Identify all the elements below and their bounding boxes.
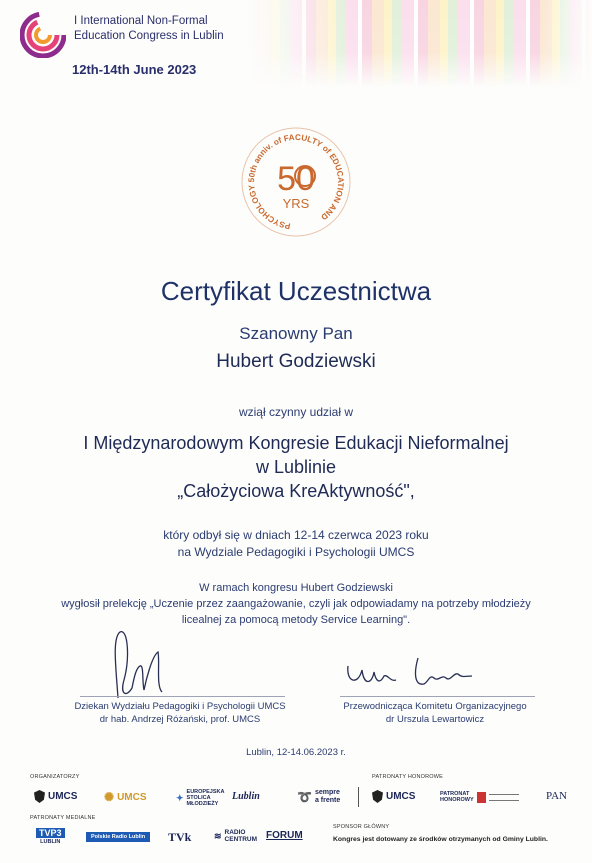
esm-line3: MŁODZIEŻY (186, 801, 219, 807)
participation-text: wziął czynny udział w (238, 405, 354, 419)
umcs-logo (34, 790, 77, 803)
dean-name: dr hab. Andrzej Różański, prof. UMCS (99, 714, 261, 725)
lecture-line1: W ramach kongresu Hubert Godziewski (199, 582, 393, 594)
congress-name (0, 431, 592, 503)
chair-signer (330, 700, 540, 726)
certificate-title: Certyfikat Uczestnictwa (160, 276, 432, 306)
honorary-patronage-logo (440, 791, 519, 803)
umcs-honorary-logo (372, 790, 415, 803)
esm-icon: ✦ (176, 792, 184, 803)
sempre-line2: a frente (314, 797, 341, 804)
sponsor-text: Kongres jest dotowany ze środków otrzymanych od Gminy Lublin. (333, 836, 548, 843)
seal-number: 50 (277, 160, 315, 198)
congress-title-line2: Education Congress in Lublin (74, 30, 224, 42)
radio-centrum-text (225, 829, 258, 843)
radio-centrum-logo (214, 829, 257, 843)
umcs3-logo-text: UMCS (386, 791, 416, 802)
congress-title-line1: I International Non-Formal (74, 15, 208, 27)
honorary-patronage-label: PATRONATY HONOROWE (372, 774, 444, 780)
media-patronage-label: PATRONATY MEDIALNE (30, 815, 96, 821)
pan-logo: PAN (546, 790, 567, 802)
patronat-line1: PATRONAT (440, 791, 470, 797)
esm-text (187, 789, 225, 807)
congress-logo-icon (20, 12, 66, 58)
sun-icon: ✺ (104, 790, 115, 804)
congress-name-line2: w Lublinie (255, 457, 337, 477)
footer-divider (358, 787, 359, 807)
esm-line1: EUROPEJSKA (186, 789, 225, 795)
tvp3-text: TVP3 (36, 828, 65, 838)
main-sponsor-label: SPONSOR GŁÓWNY (333, 824, 390, 830)
umcs-crest-icon (34, 790, 45, 803)
chair-role: Przewodnicząca Komitetu Organizacyjnego (343, 701, 527, 712)
sempre-a-frente-logo (297, 789, 340, 805)
seal-unit: YRS (282, 196, 310, 211)
tvp3-lublin-logo (36, 828, 65, 845)
congress-title (74, 14, 244, 44)
radio-wave-icon: ≋ (214, 830, 222, 841)
sempre-text (315, 789, 340, 805)
lecture-line2: wygłosił prelekcję „Uczenie przez zaangażowanie, czyli jak odpowiadamy na potrzeby młodzieży (61, 598, 531, 610)
polskie-radio-logo: Polskie Radio Lublin (86, 832, 150, 842)
lecture-line3: licealnej za pomocą metody Service Learning". (181, 614, 411, 626)
salutation: Szanowny Pan (239, 324, 353, 343)
sempre-icon: ➰ (297, 790, 312, 804)
anniversary-seal (238, 124, 354, 242)
header-banner (0, 0, 592, 92)
radio-centrum-line1: RADIO (224, 829, 246, 836)
congress-name-line1: I Międzynarodowym Kongresie Edukacji Nieformalnej (83, 433, 509, 453)
lublin-logo: Lublin (232, 791, 260, 802)
participant-name: Hubert Godziewski (216, 351, 376, 372)
esm-line2: STOLICA (186, 795, 211, 801)
lecture-text (20, 580, 572, 628)
dean-role: Dziekan Wydziału Pedagogiki i Psychologii UMCS (74, 701, 286, 712)
dates-line1: który odbył się w dniach 12-14 czerwca 2023 roku (163, 528, 429, 542)
tvp3-sub: LUBLIN (40, 839, 61, 845)
dates-line2: na Wydziale Pedagogiki i Psychologii UMCS (177, 545, 415, 559)
tvk-logo: TVk (168, 830, 192, 844)
dean-signature (60, 628, 260, 700)
umcs-logo-text: UMCS (48, 791, 78, 802)
umcs-honorary-crest-icon (372, 790, 383, 803)
radio-centrum-line2: CENTRUM (224, 836, 258, 843)
voivode-text-lines-icon (489, 794, 519, 801)
umcs-pedagogy-logo (104, 790, 147, 804)
signature-line-right (340, 696, 535, 697)
european-youth-capital-logo (176, 789, 224, 807)
chair-name: dr Urszula Lewartowicz (385, 714, 485, 725)
umcs2-logo-text: UMCS (117, 791, 147, 803)
chair-signature (338, 652, 488, 696)
signature-line-left (80, 696, 285, 697)
organizers-label: ORGANIZATORZY (30, 774, 80, 780)
patronat-text (440, 791, 474, 803)
congress-name-line3: „Całożyciowa KreAktywność", (177, 481, 415, 501)
seal-ring-text: PSYCHOLOGY 50th anniv. of FACULTY of EDUCATION AND (246, 132, 346, 231)
decorative-stripes (250, 0, 592, 88)
voivode-crest-icon (477, 792, 486, 803)
place-and-date: Lublin, 12-14.06.2023 r. (246, 747, 346, 758)
congress-dates-text (0, 527, 592, 561)
sempre-line1: sempre (314, 789, 340, 796)
forum-logo: FORUM (266, 830, 303, 841)
dean-signer (70, 700, 290, 726)
patronat-line2: HONOROWY (440, 797, 474, 803)
congress-dates: 12th-14th June 2023 (72, 62, 197, 77)
